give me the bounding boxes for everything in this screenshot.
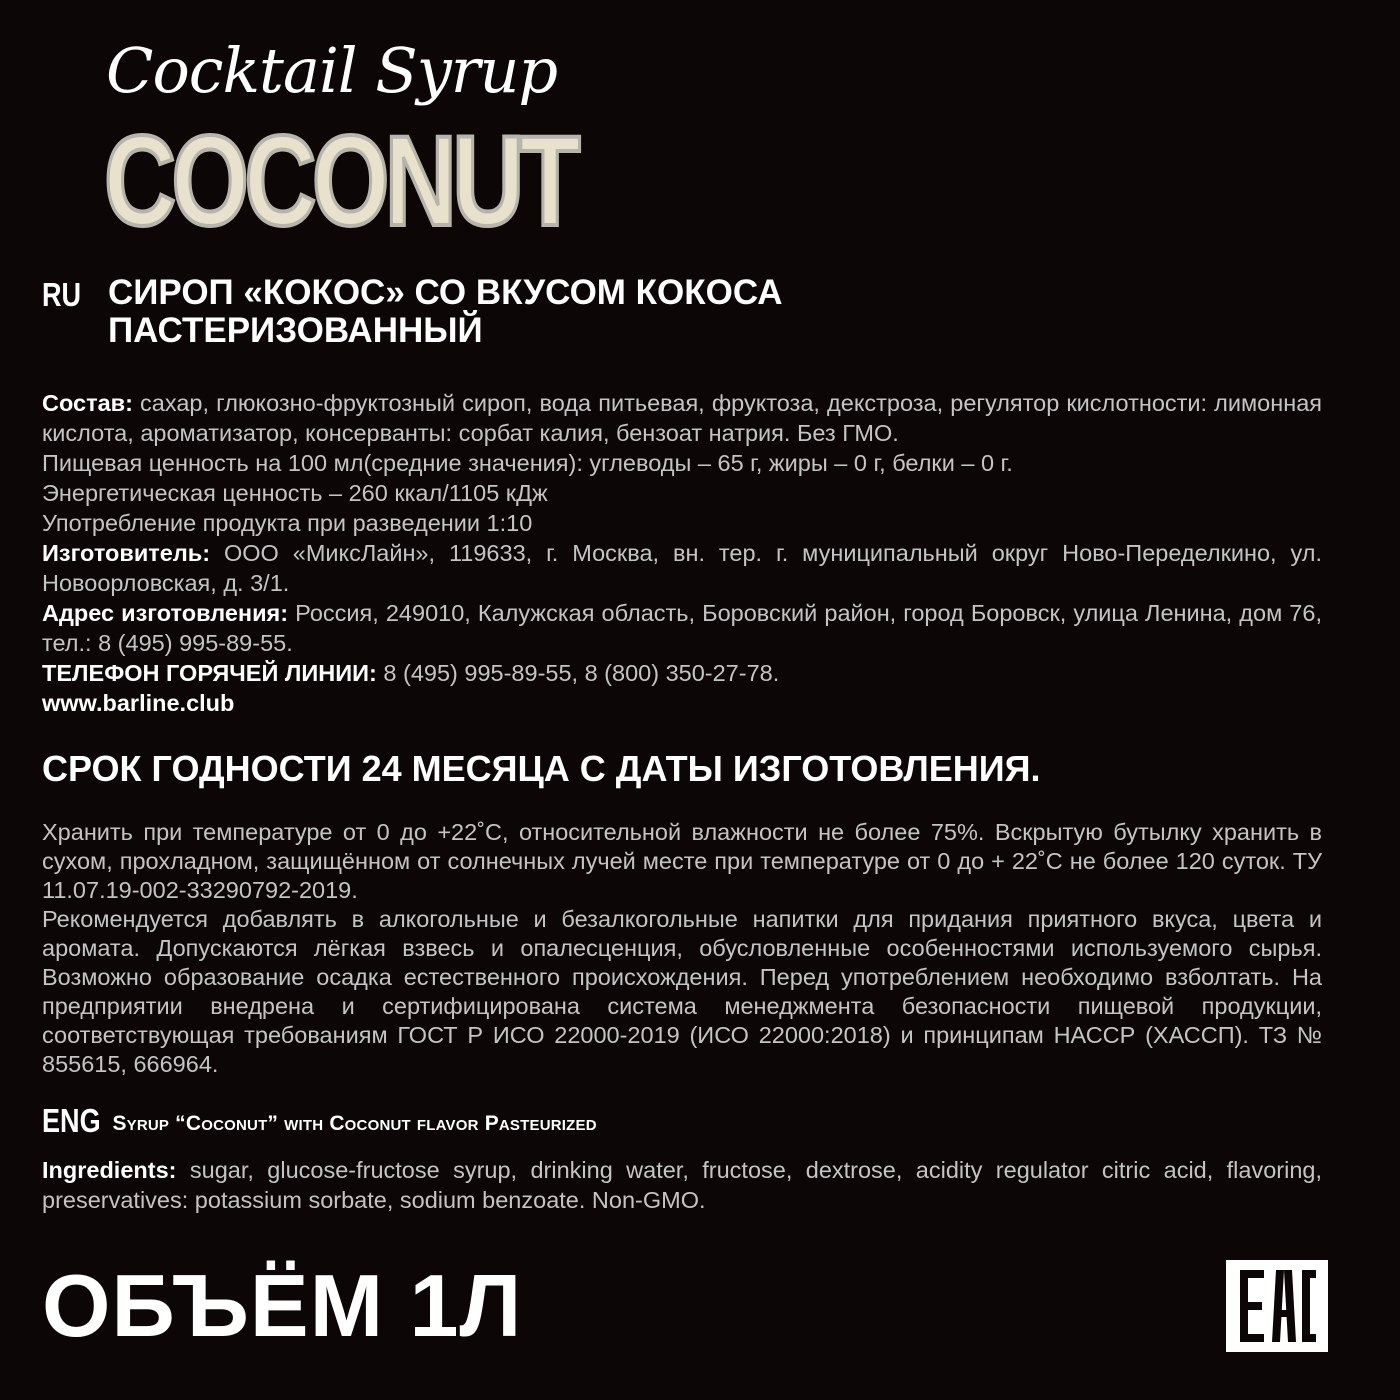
production-address	[42, 598, 1322, 658]
storage: Хранить при температуре от 0 до +22˚С, относительной влажности не более 75%. Вскрытую бутылку хранить в сухом, прохладном, защищённом от солнечных лучей месте при температуре от 0 до + 22˚С не более 120 суток. ТУ 11.07.19-002-33290792-2019.	[42, 819, 1322, 903]
language-code-ru: RU	[42, 276, 82, 313]
recommendation: Рекомендуется добавлять в алкогольные и безалкогольные напитки для придания приятного вкуса, цвета и аромата. Допускаются лёгкая взвесь и опалесценция, обусловленные особенностями используемого сырья. Возможно образование осадка естественного происхождения. Перед употреблением необходимо взболтать. На предприятии внедрена и сертифицирована система менеджмента безопасности пищевой продукции, соответствующая требованиям ГОСТ Р ИСО 22000-2019 (ИСО 22000:2018) и принципам НАССР (ХАССП). ТЗ № 855615, 666964.	[42, 906, 1322, 1077]
ru-details	[42, 388, 1322, 718]
hotline-label: ТЕЛЕФОН ГОРЯЧЕЙ ЛИНИИ:	[42, 660, 377, 686]
manufacturer-text: ООО «МиксЛайн», 119633, г. Москва, вн. тер. г. муниципальный округ Ново-Переделкино, ул. Новоорловская, д. 3/1.	[42, 540, 1322, 596]
website-link: www.barline.club	[42, 690, 235, 716]
language-code-eng: ENG	[42, 1102, 101, 1139]
brand-name: COCONUT	[104, 110, 576, 253]
ingredients-label: Ingredients:	[42, 1157, 177, 1183]
product-title-ru	[108, 274, 1008, 350]
composition-label: Состав:	[42, 390, 133, 416]
usage: Употребление продукта при разведении 1:10	[42, 510, 533, 536]
composition	[42, 388, 1322, 448]
hotline-text: 8 (495) 995-89-55, 8 (800) 350-27-78.	[376, 660, 780, 686]
product-title-line1: СИРОП «КОКОС» СО ВКУСОМ КОКОСА	[108, 273, 783, 312]
hotline	[42, 658, 1322, 688]
eac-mark-svg	[1226, 1260, 1328, 1352]
composition-text: сахар, глюкозно-фруктозный сироп, вода питьевая, фруктоза, декстроза, регулятор кислотности: лимонная кислота, ароматизатор, консерванты: сорбат калия, бензоат натрия. Без ГМО.	[42, 390, 1322, 446]
product-title-eng: Syrup “Coconut” with Coconut flavor Pasteurized	[112, 1112, 597, 1135]
shelf-life: СРОК ГОДНОСТИ 24 МЕСЯЦА С ДАТЫ ИЗГОТОВЛЕНИЯ.	[42, 748, 1041, 789]
eng-header	[42, 1102, 597, 1140]
ingredients	[42, 1155, 1322, 1215]
storage-details	[42, 818, 1322, 1079]
volume: ОБЪЁМ 1Л	[42, 1256, 523, 1355]
manufacturer-label: Изготовитель:	[42, 540, 211, 566]
ingredients-text: sugar, glucose-fructose syrup, drinking water, fructose, dextrose, acidity regulator citric acid, flavoring, preservatives: potassium sorbate, sodium benzoate. Non-GMO.	[42, 1157, 1322, 1213]
eac-mark-icon	[1226, 1260, 1328, 1352]
address-text: Россия, 249010, Калужская область, Боровский район, город Боровск, улица Ленина, дом 76, тел.: 8 (495) 995-89-55.	[42, 600, 1322, 656]
product-title-line2: ПАСТЕРИЗОВАННЫЙ	[108, 311, 483, 350]
manufacturer	[42, 538, 1322, 598]
energy: Энергетическая ценность – 260 ккал/1105 кДж	[42, 480, 548, 506]
nutrition: Пищевая ценность на 100 мл(средние значения): углеводы – 65 г, жиры – 0 г, белки – 0 г.	[42, 450, 1013, 476]
script-title: Cocktail Syrup	[106, 34, 558, 107]
eng-details	[42, 1155, 1322, 1215]
address-label: Адрес изготовления:	[42, 600, 289, 626]
